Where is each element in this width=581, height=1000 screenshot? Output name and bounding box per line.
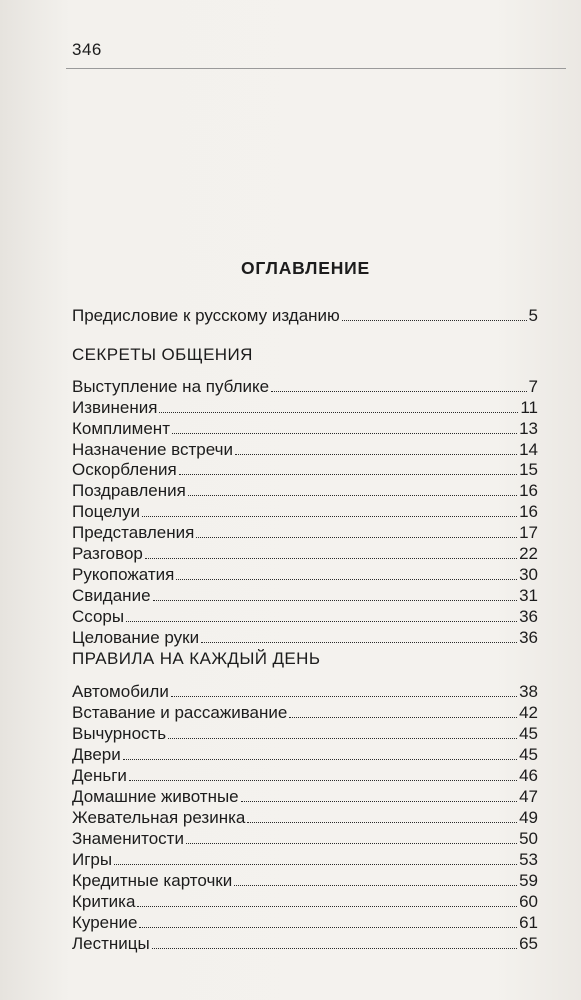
dot-leader (271, 376, 526, 392)
toc-entry-page: 38 (519, 682, 538, 701)
toc-entry-label: Деньги (72, 766, 127, 785)
toc-entry (72, 891, 538, 912)
toc-entry-page: 36 (519, 607, 538, 626)
toc-entry-label: Оскорбления (72, 460, 177, 479)
toc-entry-label: Курение (72, 913, 138, 932)
dot-leader (289, 702, 517, 718)
toc-entry-label: Игры (72, 850, 113, 869)
toc-entry (72, 744, 538, 765)
toc-entry-page: 16 (519, 502, 538, 521)
toc-entry-label: Рукопожатия (72, 565, 175, 584)
dot-leader (172, 418, 517, 434)
toc-entry (72, 480, 538, 501)
dot-leader (123, 744, 517, 760)
toc-entry (72, 606, 538, 627)
toc-entry-label: Жевательная резинка (72, 808, 246, 827)
toc-entry (72, 786, 538, 807)
toc-entry-page: 11 (520, 398, 538, 417)
dot-leader (196, 522, 517, 538)
toc-entry-label: Назначение встречи (72, 440, 234, 459)
toc-entry (72, 418, 538, 439)
toc-entry (72, 723, 538, 744)
toc-entry-page: 14 (519, 440, 538, 459)
toc-entry (72, 870, 538, 891)
toc-entry-page: 53 (519, 850, 538, 869)
dot-leader (176, 564, 517, 580)
toc-entry-page: 65 (519, 934, 538, 953)
toc-entry-label: Целование руки (72, 628, 200, 647)
section-title: ПРАВИЛА НА КАЖДЫЙ ДЕНЬ (72, 649, 321, 668)
dot-leader (168, 723, 517, 739)
toc-entry-label: Поздравления (72, 481, 186, 500)
toc-entry-label: Извинения (72, 398, 158, 417)
dot-leader (152, 933, 517, 949)
toc-entry (72, 376, 538, 397)
toc-entry-page: 13 (519, 419, 538, 438)
toc-entry-page: 61 (519, 913, 538, 932)
toc-entry (72, 933, 538, 954)
dot-leader (241, 786, 517, 802)
toc-entry-label: Вычурность (72, 724, 167, 743)
toc-entry (72, 765, 538, 786)
dot-leader (186, 828, 517, 844)
toc-entry-label: Автомобили (72, 682, 169, 701)
toc-entry-label: Критика (72, 892, 136, 911)
dot-leader (159, 397, 518, 413)
toc-entry (72, 807, 538, 828)
toc-entry-label: Ссоры (72, 607, 125, 626)
toc-entry (72, 627, 538, 648)
dot-leader (247, 807, 517, 823)
toc-entry-page: 45 (519, 745, 538, 764)
toc-entry-label: Предисловие к русскому изданию (72, 306, 340, 325)
toc-entry (72, 681, 538, 702)
dot-leader (234, 870, 517, 886)
page-number: 346 (72, 40, 102, 59)
toc-entry-page: 50 (519, 829, 538, 848)
toc-entry-label: Кредитные карточки (72, 871, 233, 890)
dot-leader (114, 849, 517, 865)
toc-entry-page: 59 (519, 871, 538, 890)
dot-leader (129, 765, 517, 781)
toc-entry-page: 31 (519, 586, 538, 605)
toc-entry (72, 397, 538, 418)
toc-entry-page: 47 (519, 787, 538, 806)
toc-entry-label: Выступление на публике (72, 377, 270, 396)
dot-leader (179, 459, 517, 475)
dot-leader (235, 439, 517, 455)
section-title: СЕКРЕТЫ ОБЩЕНИЯ (72, 345, 253, 364)
header-rule (66, 68, 566, 69)
dot-leader (142, 501, 517, 517)
toc-entry (72, 585, 538, 606)
toc-entry-page: 60 (519, 892, 538, 911)
toc-entry-label: Свидание (72, 586, 151, 605)
toc-entry-page: 42 (519, 703, 538, 722)
toc-entry-label: Вставание и рассаживание (72, 703, 288, 722)
dot-leader (188, 480, 517, 496)
toc-entry-page: 16 (519, 481, 538, 500)
dot-leader (153, 585, 518, 601)
dot-leader (171, 681, 517, 697)
toc-entry (72, 501, 538, 522)
toc-entry-page: 30 (519, 565, 538, 584)
toc-entry-page: 46 (519, 766, 538, 785)
dot-leader (342, 305, 527, 321)
toc-entry-label: Двери (72, 745, 121, 764)
dot-leader (145, 543, 517, 559)
toc-entry-page: 45 (519, 724, 538, 743)
dot-leader (137, 891, 517, 907)
toc-entry-label: Знаменитости (72, 829, 184, 848)
toc-entry-page: 7 (528, 377, 538, 396)
toc-entry (72, 828, 538, 849)
toc-entry-page: 17 (519, 523, 538, 542)
toc-entry (72, 702, 538, 723)
dot-leader (139, 912, 517, 928)
toc-title: ОГЛАВЛЕНИЕ (240, 258, 371, 278)
dot-leader (126, 606, 517, 622)
toc-entry (72, 849, 538, 870)
toc-entry (72, 522, 538, 543)
toc-entry-page: 22 (519, 544, 538, 563)
toc-entry-label: Домашние животные (72, 787, 239, 806)
toc-entry-page: 36 (519, 628, 538, 647)
toc-entry (72, 459, 538, 480)
toc-entry-label: Поцелуи (72, 502, 141, 521)
toc-entry-preface (72, 305, 538, 326)
toc-entry (72, 564, 538, 585)
toc-entry-page: 5 (528, 306, 538, 325)
toc-entry-page: 49 (519, 808, 538, 827)
toc-entry-label: Лестницы (72, 934, 150, 953)
toc-entry-label: Представления (72, 523, 195, 542)
toc-entry (72, 912, 538, 933)
toc-entry-label: Разговор (72, 544, 143, 563)
toc-entry (72, 439, 538, 460)
dot-leader (201, 627, 517, 643)
toc-entry-label: Комплимент (72, 419, 170, 438)
toc-entry (72, 543, 538, 564)
toc-entry-page: 15 (519, 460, 538, 479)
